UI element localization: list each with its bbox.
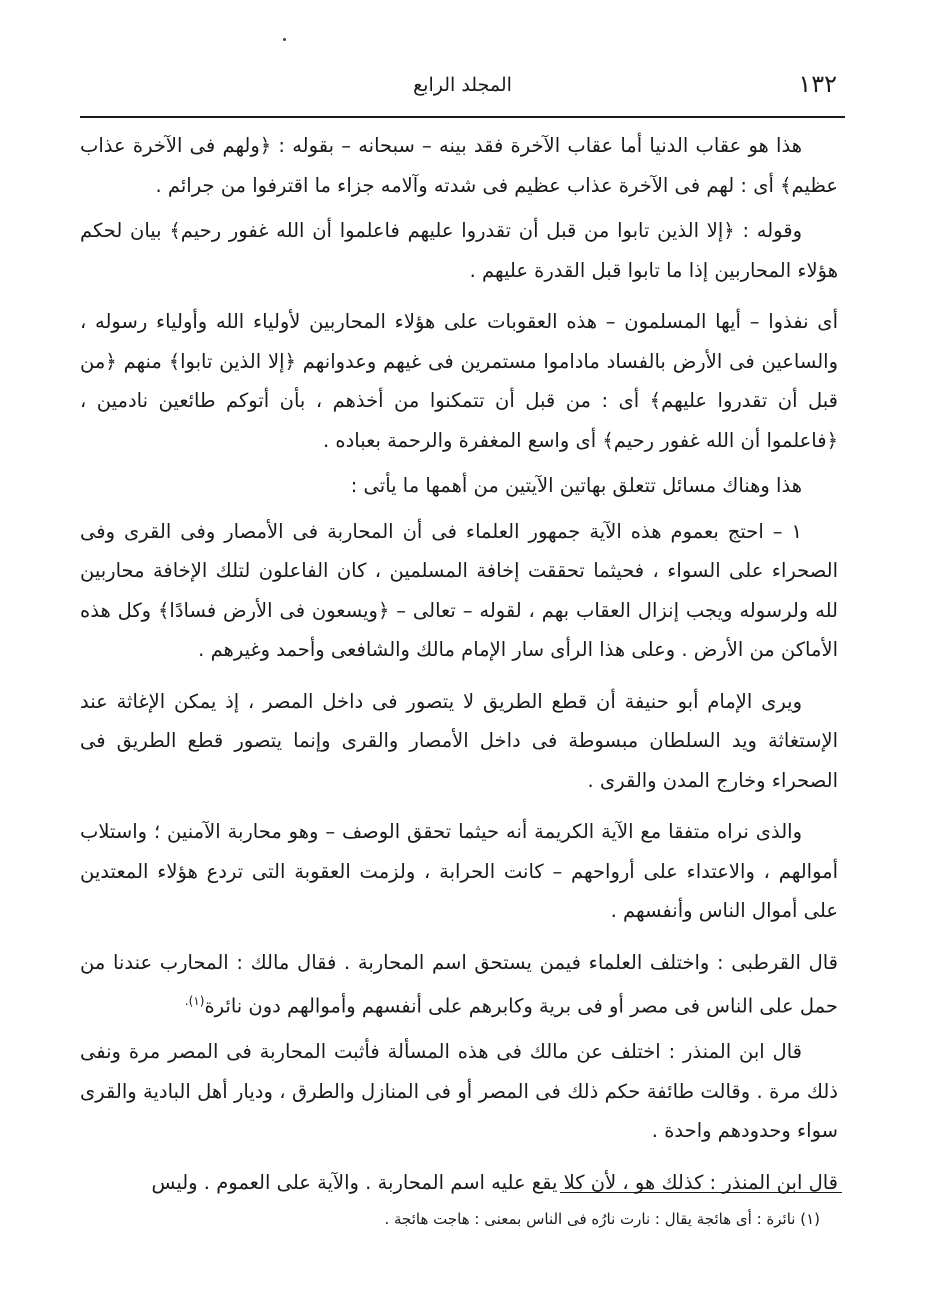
footnote-rule	[560, 1192, 842, 1193]
volume-title: المجلد الرابع	[413, 74, 512, 96]
page-number: ١٣٢	[798, 70, 837, 98]
paragraph-4: هذا وهناك مسائل تتعلق بهاتين الآيتين من أهمها ما يأتى :	[350, 474, 802, 497]
paragraph-1: هذا هو عقاب الدنيا أما عقاب الآخرة فقد بينه – سبحانه – بقوله : ﴿ولهم فى الآخرة عذاب عظيم﴾ أى : لهم فى الآخرة عذاب عظيم فى شدته وآلامه جزاء ما اقترفوا من جرائم .	[80, 134, 838, 197]
paragraph-3: أى نفذوا – أيها المسلمون – هذه العقوبات على هؤلاء المحاربين لأولياء الله وأولياء رسوله ، والساعين فى الأرض بالفساد ماداموا مستمرين فى غيهم وعدوانهم ﴿إلا الذين تابوا﴾ منهم ﴿من قبل أن تقدروا عليهم﴾ أى : من قبل أن تتمكنوا من أخذهم ، بأن أتوكم طائعين نادمين ، ﴿فاعلموا أن الله غفور رحيم﴾ أى واسع المغفرة والرحمة بعباده .	[80, 310, 838, 452]
header-rule	[80, 116, 845, 118]
page-header	[80, 64, 845, 114]
main-text	[80, 126, 838, 1208]
footnote: (١) نائرة : أى هائجة يقال : نارت نارُه فى الناس بمعنى : هاجت هائجة .	[384, 1210, 820, 1228]
paragraph-2: وقوله : ﴿إلا الذين تابوا من قبل أن تقدروا عليهم فاعلموا أن الله غفور رحيم﴾ بيان لحكم هؤلاء المحاربين إذا ما تابوا قبل القدرة عليهم .	[80, 219, 838, 282]
paragraph-10: قال ابن المنذر : كذلك هو ، لأن كلا يقع عليه اسم المحاربة . والآية على العموم . وليس	[151, 1170, 838, 1194]
paragraph-5: ١ – احتج بعموم هذه الآية جمهور العلماء فى أن المحاربة فى الأمصار وفى القرى وفى الصحراء على السواء ، فحيثما تحققت إخافة المسلمين ، كان الفاعلون لتلك الإخافة محاربين لله ولرسوله ويجب إنزال العقاب بهم ، لقوله – تعالى – ﴿ويسعون فى الأرض فسادًا﴾ وكل هذه الأماكن من الأرض . وعلى هذا الرأى سار الإمام مالك والشافعى وأحمد وغيرهم .	[80, 519, 838, 661]
scan-speck	[283, 38, 286, 41]
paragraph-8	[80, 943, 838, 1027]
paragraph-7: والذى نراه متفقا مع الآية الكريمة أنه حيثما تحقق الوصف – وهو محاربة الآمنين ؛ واستلاب أموالهم ، والاعتداء على أرواحهم – كانت الحرابة ، ولزمت العقوبة التى تردع هؤلاء المعتدين على أموال الناس وأنفسهم .	[80, 820, 838, 922]
paragraph-9: قال ابن المنذر : اختلف عن مالك فى هذه المسألة فأثبت المحاربة فى المصر مرة ونفى ذلك مرة . وقالت طائفة حكم ذلك فى المصر أو فى المنازل والطرق ، وديار أهل البادية والقرى سواء وحدودهم واحدة .	[80, 1040, 838, 1142]
paragraph-8-text: قال القرطبى : واختلف العلماء فيمن يستحق اسم المحاربة . فقال مالك : المحارب عندنا من حمل على الناس فى مصر أو فى برية وكابرهم على أنفسهم وأموالهم دون نائرة	[80, 950, 838, 1018]
footnote-reference: (١).	[184, 994, 205, 1008]
paragraph-6: ويرى الإمام أبو حنيفة أن قطع الطريق لا يتصور فى داخل المصر ، إذ يمكن الإغاثة عند الإستغاثة ويد السلطان مبسوطة فى داخل الأمصار والقرى وإنما يتصور قطع الطريق فى الصحراء وخارج المدن والقرى .	[80, 689, 838, 792]
